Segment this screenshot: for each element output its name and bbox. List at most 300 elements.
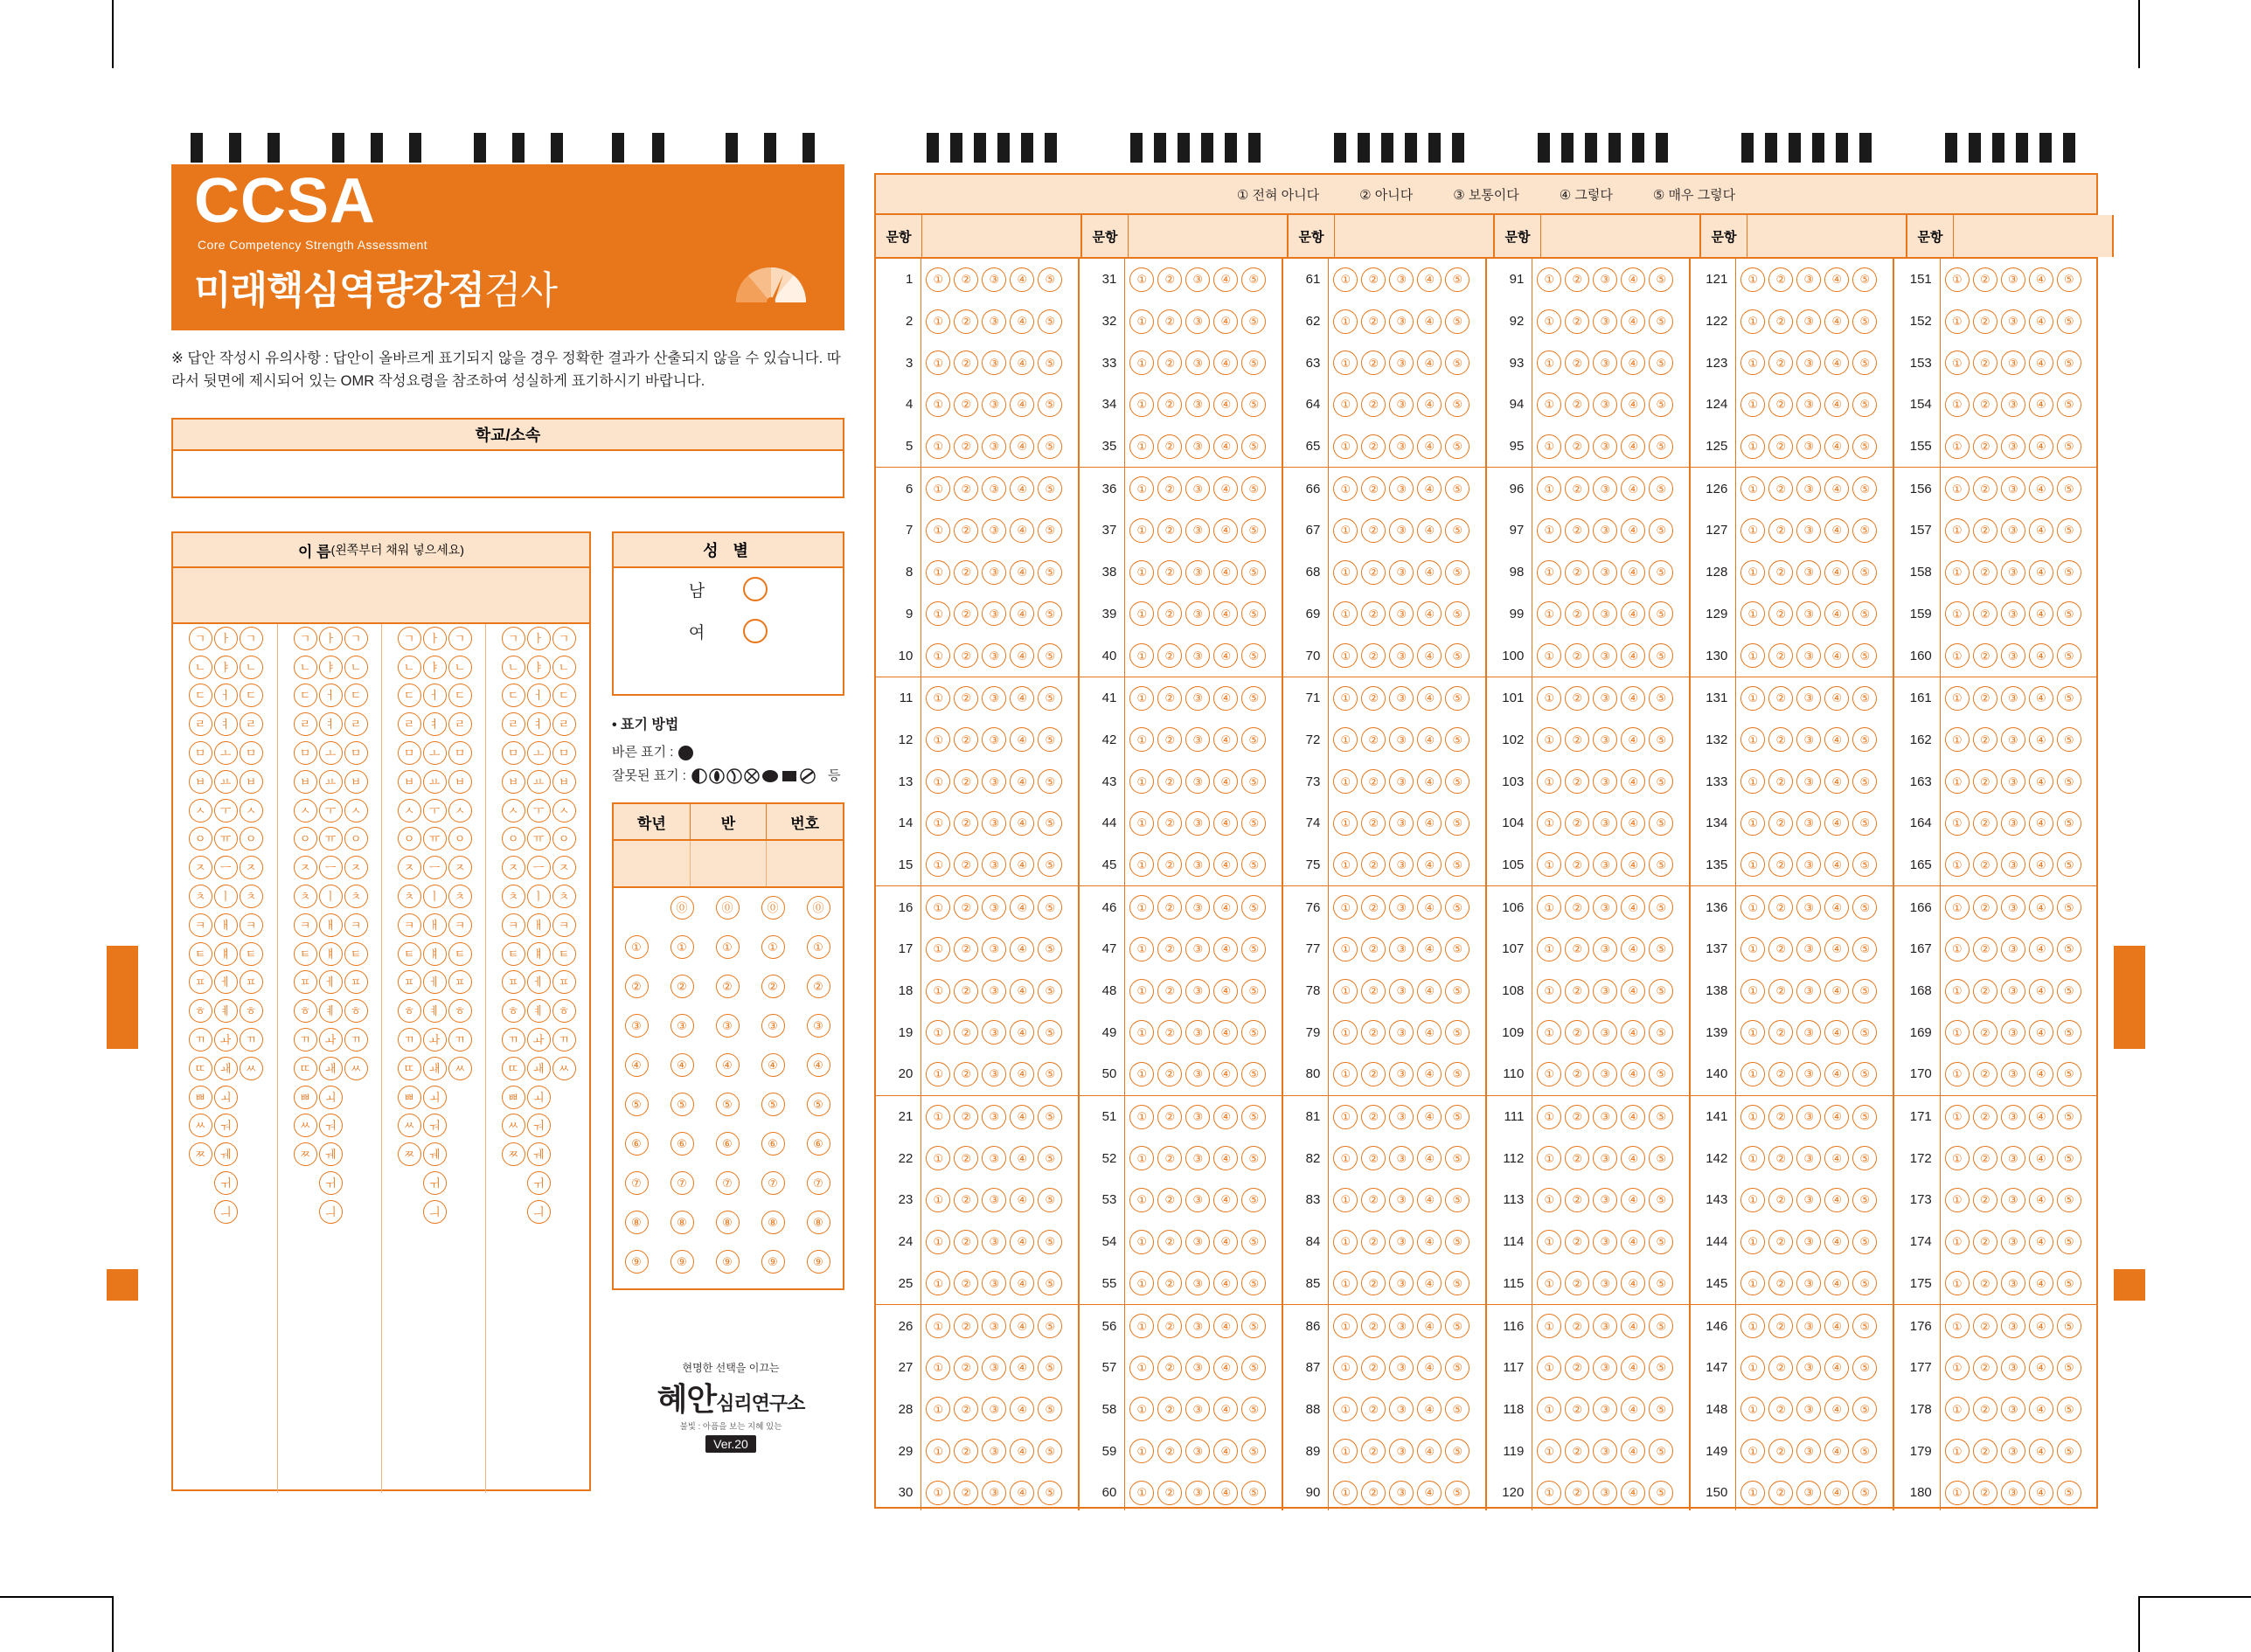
answer-bubble-2[interactable]: ②: [1768, 392, 1793, 417]
answer-bubble-1[interactable]: ①: [926, 1062, 950, 1086]
answer-bubble-5[interactable]: ⑤: [1241, 686, 1266, 711]
answer-bubble-4[interactable]: ④: [2029, 1314, 2053, 1338]
name-bubble-initial[interactable]: ㄸ: [502, 1057, 525, 1080]
answer-row[interactable]: [1941, 301, 2098, 343]
answer-bubble-4[interactable]: ④: [1417, 1271, 1442, 1295]
grade-input[interactable]: [614, 841, 690, 886]
answer-bubble-5[interactable]: ⑤: [1445, 1481, 1469, 1505]
answer-bubble-4[interactable]: ④: [1824, 895, 1849, 920]
name-bubble-vowel[interactable]: ㅕ: [319, 712, 343, 736]
answer-bubble-5[interactable]: ⑤: [1852, 392, 1877, 417]
answer-bubble-1[interactable]: ①: [1129, 811, 1154, 836]
answer-bubble-2[interactable]: ②: [1565, 811, 1589, 836]
answer-bubble-4[interactable]: ④: [1213, 1188, 1238, 1212]
answer-row[interactable]: [1329, 593, 1485, 635]
name-bubble-vowel[interactable]: ㅙ: [319, 1057, 343, 1080]
class-ones-bubble[interactable]: ①: [716, 935, 740, 959]
answer-bubble-5[interactable]: ⑤: [1038, 727, 1062, 752]
answer-bubble-2[interactable]: ②: [954, 1188, 978, 1212]
answer-bubble-2[interactable]: ②: [1768, 1146, 1793, 1170]
answer-bubble-5[interactable]: ⑤: [1445, 518, 1469, 543]
answer-bubble-4[interactable]: ④: [1417, 727, 1442, 752]
answer-row[interactable]: [921, 301, 1078, 343]
answer-bubble-1[interactable]: ①: [1740, 1356, 1765, 1380]
answer-row[interactable]: [1125, 802, 1282, 844]
answer-bubble-4[interactable]: ④: [1621, 309, 1645, 334]
answer-row[interactable]: [1125, 1389, 1282, 1431]
answer-row[interactable]: [921, 886, 1078, 928]
answer-bubble-5[interactable]: ⑤: [2057, 1271, 2081, 1295]
answer-bubble-4[interactable]: ④: [1417, 811, 1442, 836]
answer-bubble-2[interactable]: ②: [1973, 769, 1997, 794]
answer-bubble-4[interactable]: ④: [1824, 476, 1849, 501]
answer-row[interactable]: [1941, 384, 2098, 426]
answer-bubble-2[interactable]: ②: [1768, 1356, 1793, 1380]
name-bubble-vowel[interactable]: ㅜ: [319, 799, 343, 823]
answer-row[interactable]: [1736, 677, 1893, 719]
name-bubble-vowel[interactable]: ㅐ: [423, 913, 447, 937]
name-bubble-initial[interactable]: ㅅ: [189, 799, 212, 823]
answer-bubble-4[interactable]: ④: [2029, 1481, 2053, 1505]
name-bubble-vowel[interactable]: ㅢ: [319, 1200, 343, 1224]
name-bubble-initial[interactable]: ㅎ: [189, 999, 212, 1023]
answer-bubble-1[interactable]: ①: [1537, 1397, 1561, 1421]
answer-bubble-3[interactable]: ③: [1593, 937, 1617, 961]
answer-bubble-4[interactable]: ④: [1824, 267, 1849, 292]
name-bubble-vowel[interactable]: ㅓ: [423, 684, 447, 707]
name-bubble-vowel[interactable]: ㅡ: [214, 856, 238, 879]
answer-bubble-5[interactable]: ⑤: [1852, 476, 1877, 501]
answer-bubble-5[interactable]: ⑤: [2057, 1397, 2081, 1421]
answer-bubble-1[interactable]: ①: [1537, 1146, 1561, 1170]
answer-bubble-1[interactable]: ①: [1740, 727, 1765, 752]
name-bubble-final[interactable]: ㄹ: [344, 712, 368, 736]
answer-bubble-5[interactable]: ⑤: [1852, 1105, 1877, 1129]
answer-bubble-5[interactable]: ⑤: [1649, 1188, 1673, 1212]
name-bubble-initial[interactable]: ㅃ: [502, 1086, 525, 1109]
name-bubble-initial[interactable]: ㅋ: [398, 913, 421, 937]
answer-bubble-2[interactable]: ②: [1768, 686, 1793, 711]
name-bubble-initial[interactable]: ㄷ: [398, 684, 421, 707]
answer-bubble-5[interactable]: ⑤: [1649, 1271, 1673, 1295]
class-ones-bubble[interactable]: ⑧: [716, 1211, 740, 1234]
answer-bubble-3[interactable]: ③: [982, 1146, 1006, 1170]
name-bubble-vowel[interactable]: ㅢ: [214, 1200, 238, 1224]
answer-bubble-5[interactable]: ⑤: [1038, 1271, 1062, 1295]
answer-bubble-1[interactable]: ①: [1129, 560, 1154, 585]
answer-bubble-1[interactable]: ①: [1537, 1481, 1561, 1505]
answer-bubble-5[interactable]: ⑤: [1445, 1271, 1469, 1295]
name-bubble-final[interactable]: ㅈ: [240, 856, 263, 879]
answer-bubble-3[interactable]: ③: [1185, 852, 1210, 877]
name-bubble-vowel[interactable]: ㅞ: [319, 1142, 343, 1166]
answer-bubble-4[interactable]: ④: [1621, 518, 1645, 543]
answer-bubble-5[interactable]: ⑤: [1241, 309, 1266, 334]
answer-bubble-2[interactable]: ②: [954, 392, 978, 417]
answer-row[interactable]: [1125, 677, 1282, 719]
answer-bubble-5[interactable]: ⑤: [1038, 1439, 1062, 1463]
answer-bubble-3[interactable]: ③: [2001, 1230, 2025, 1254]
answer-bubble-1[interactable]: ①: [1537, 309, 1561, 334]
name-bubble-final[interactable]: ㅍ: [240, 970, 263, 994]
answer-bubble-1[interactable]: ①: [1740, 560, 1765, 585]
answer-bubble-4[interactable]: ④: [1213, 1439, 1238, 1463]
answer-bubble-2[interactable]: ②: [1361, 852, 1386, 877]
name-bubble-vowel[interactable]: ㅙ: [423, 1057, 447, 1080]
answer-bubble-2[interactable]: ②: [1768, 769, 1793, 794]
answer-bubble-2[interactable]: ②: [1768, 351, 1793, 375]
answer-bubble-3[interactable]: ③: [982, 1188, 1006, 1212]
name-bubble-vowel[interactable]: ㅜ: [527, 799, 551, 823]
name-bubble-vowel[interactable]: ㅠ: [319, 827, 343, 850]
name-bubble-final[interactable]: ㄹ: [448, 712, 472, 736]
answer-bubble-2[interactable]: ②: [954, 1230, 978, 1254]
answer-bubble-4[interactable]: ④: [1010, 1230, 1034, 1254]
answer-bubble-4[interactable]: ④: [1010, 1188, 1034, 1212]
answer-row[interactable]: [1125, 886, 1282, 928]
name-bubble-initial[interactable]: ㄷ: [294, 684, 317, 707]
answer-bubble-4[interactable]: ④: [1010, 895, 1034, 920]
class-tens-bubble[interactable]: ⑦: [670, 1171, 694, 1195]
answer-bubble-2[interactable]: ②: [1973, 1314, 1997, 1338]
answer-bubble-5[interactable]: ⑤: [1649, 1230, 1673, 1254]
answer-bubble-4[interactable]: ④: [1213, 979, 1238, 1003]
answer-bubble-4[interactable]: ④: [1824, 1271, 1849, 1295]
answer-bubble-2[interactable]: ②: [1565, 1188, 1589, 1212]
answer-bubble-4[interactable]: ④: [1621, 1397, 1645, 1421]
answer-bubble-4[interactable]: ④: [1621, 1062, 1645, 1086]
name-bubble-vowel[interactable]: ㅣ: [527, 885, 551, 908]
answer-row[interactable]: [921, 928, 1078, 970]
answer-bubble-2[interactable]: ②: [1157, 1188, 1182, 1212]
answer-bubble-2[interactable]: ②: [1565, 1397, 1589, 1421]
answer-bubble-1[interactable]: ①: [1740, 1397, 1765, 1421]
name-bubble-final[interactable]: ㅈ: [344, 856, 368, 879]
answer-bubble-3[interactable]: ③: [1593, 601, 1617, 626]
answer-bubble-2[interactable]: ②: [954, 895, 978, 920]
name-bubble-vowel[interactable]: ㅗ: [319, 741, 343, 765]
name-bubble-vowel[interactable]: ㅓ: [214, 684, 238, 707]
name-bubble-initial[interactable]: ㄹ: [294, 712, 317, 736]
grade-bubble[interactable]: ⑤: [625, 1093, 649, 1116]
answer-bubble-5[interactable]: ⑤: [1038, 518, 1062, 543]
name-bubble-vowel[interactable]: ㅞ: [214, 1142, 238, 1166]
answer-bubble-5[interactable]: ⑤: [1445, 1314, 1469, 1338]
answer-bubble-4[interactable]: ④: [1213, 1314, 1238, 1338]
answer-bubble-2[interactable]: ②: [1565, 643, 1589, 668]
answer-bubble-3[interactable]: ③: [982, 686, 1006, 711]
answer-row[interactable]: [1736, 510, 1893, 552]
answer-bubble-1[interactable]: ①: [1333, 1356, 1358, 1380]
answer-bubble-2[interactable]: ②: [1157, 309, 1182, 334]
answer-bubble-2[interactable]: ②: [1973, 476, 1997, 501]
answer-bubble-5[interactable]: ⑤: [1445, 937, 1469, 961]
answer-bubble-3[interactable]: ③: [982, 811, 1006, 836]
answer-row[interactable]: [921, 760, 1078, 802]
answer-bubble-3[interactable]: ③: [2001, 1314, 2025, 1338]
answer-bubble-1[interactable]: ①: [1945, 1020, 1970, 1045]
answer-row[interactable]: [1125, 970, 1282, 1012]
answer-bubble-4[interactable]: ④: [1213, 476, 1238, 501]
answer-bubble-2[interactable]: ②: [1361, 1314, 1386, 1338]
answer-bubble-2[interactable]: ②: [1361, 267, 1386, 292]
answer-bubble-3[interactable]: ③: [2001, 895, 2025, 920]
answer-bubble-2[interactable]: ②: [1157, 1020, 1182, 1045]
answer-bubble-4[interactable]: ④: [1621, 979, 1645, 1003]
name-bubble-initial[interactable]: ㅂ: [189, 770, 212, 794]
answer-bubble-3[interactable]: ③: [1185, 686, 1210, 711]
answer-bubble-5[interactable]: ⑤: [1038, 1397, 1062, 1421]
answer-bubble-1[interactable]: ①: [1740, 1105, 1765, 1129]
answer-bubble-4[interactable]: ④: [1010, 1314, 1034, 1338]
answer-bubble-4[interactable]: ④: [2029, 309, 2053, 334]
name-bubble-vowel[interactable]: ㅚ: [527, 1086, 551, 1109]
answer-bubble-4[interactable]: ④: [2029, 643, 2053, 668]
answer-bubble-5[interactable]: ⑤: [1852, 895, 1877, 920]
answer-bubble-2[interactable]: ②: [1973, 1188, 1997, 1212]
answer-bubble-4[interactable]: ④: [1621, 601, 1645, 626]
answer-bubble-3[interactable]: ③: [1185, 518, 1210, 543]
answer-bubble-4[interactable]: ④: [1417, 1481, 1442, 1505]
answer-row[interactable]: [1736, 384, 1893, 426]
answer-row[interactable]: [1329, 844, 1485, 887]
answer-row[interactable]: [921, 1430, 1078, 1472]
name-bubble-initial[interactable]: ㄷ: [502, 684, 525, 707]
answer-bubble-3[interactable]: ③: [982, 392, 1006, 417]
answer-bubble-4[interactable]: ④: [1824, 852, 1849, 877]
answer-bubble-5[interactable]: ⑤: [1241, 852, 1266, 877]
answer-bubble-4[interactable]: ④: [1824, 1230, 1849, 1254]
number-tens-bubble[interactable]: ②: [761, 975, 785, 998]
answer-row[interactable]: [1941, 552, 2098, 593]
answer-bubble-5[interactable]: ⑤: [2057, 937, 2081, 961]
answer-bubble-5[interactable]: ⑤: [1038, 937, 1062, 961]
answer-bubble-3[interactable]: ③: [1185, 937, 1210, 961]
answer-row[interactable]: [1125, 552, 1282, 593]
name-bubble-initial[interactable]: ㅈ: [189, 856, 212, 879]
answer-bubble-4[interactable]: ④: [1010, 1397, 1034, 1421]
answer-bubble-2[interactable]: ②: [1157, 518, 1182, 543]
name-bubble-vowel[interactable]: ㅣ: [214, 885, 238, 908]
answer-row[interactable]: [921, 1137, 1078, 1179]
answer-row[interactable]: [921, 635, 1078, 677]
answer-bubble-2[interactable]: ②: [954, 1020, 978, 1045]
name-bubble-initial[interactable]: ㅂ: [294, 770, 317, 794]
answer-bubble-3[interactable]: ③: [1796, 267, 1821, 292]
name-bubble-vowel[interactable]: ㅒ: [423, 942, 447, 966]
answer-bubble-2[interactable]: ②: [1768, 811, 1793, 836]
answer-bubble-5[interactable]: ⑤: [1649, 769, 1673, 794]
answer-bubble-5[interactable]: ⑤: [1241, 1439, 1266, 1463]
answer-bubble-1[interactable]: ①: [1537, 1356, 1561, 1380]
answer-row[interactable]: [1125, 1305, 1282, 1347]
answer-bubble-2[interactable]: ②: [1157, 392, 1182, 417]
answer-bubble-2[interactable]: ②: [1565, 895, 1589, 920]
answer-bubble-5[interactable]: ⑤: [1445, 1105, 1469, 1129]
answer-bubble-4[interactable]: ④: [2029, 1439, 2053, 1463]
answer-row[interactable]: [1125, 1137, 1282, 1179]
answer-bubble-1[interactable]: ①: [1333, 643, 1358, 668]
answer-row[interactable]: [1941, 1263, 2098, 1306]
answer-bubble-5[interactable]: ⑤: [2057, 1020, 2081, 1045]
answer-row[interactable]: [1532, 1137, 1689, 1179]
answer-bubble-3[interactable]: ③: [1796, 811, 1821, 836]
answer-bubble-3[interactable]: ③: [2001, 309, 2025, 334]
number-tens-bubble[interactable]: ⑤: [761, 1093, 785, 1116]
answer-bubble-2[interactable]: ②: [1361, 351, 1386, 375]
answer-bubble-5[interactable]: ⑤: [1445, 727, 1469, 752]
answer-bubble-2[interactable]: ②: [1768, 937, 1793, 961]
answer-bubble-3[interactable]: ③: [1185, 1062, 1210, 1086]
answer-bubble-2[interactable]: ②: [954, 601, 978, 626]
answer-bubble-5[interactable]: ⑤: [1852, 351, 1877, 375]
number-ones-bubble[interactable]: ④: [807, 1053, 830, 1077]
answer-row[interactable]: [1941, 928, 2098, 970]
answer-bubble-3[interactable]: ③: [1389, 1230, 1414, 1254]
answer-bubble-2[interactable]: ②: [1157, 769, 1182, 794]
answer-bubble-1[interactable]: ①: [1945, 1439, 1970, 1463]
answer-bubble-5[interactable]: ⑤: [2057, 1230, 2081, 1254]
answer-bubble-5[interactable]: ⑤: [1445, 852, 1469, 877]
answer-bubble-1[interactable]: ①: [1333, 434, 1358, 459]
answer-bubble-2[interactable]: ②: [1973, 560, 1997, 585]
answer-row[interactable]: [921, 1472, 1078, 1514]
answer-row[interactable]: [1736, 635, 1893, 677]
answer-bubble-5[interactable]: ⑤: [1649, 1356, 1673, 1380]
answer-bubble-4[interactable]: ④: [2029, 1105, 2053, 1129]
answer-bubble-1[interactable]: ①: [1945, 769, 1970, 794]
answer-bubble-1[interactable]: ①: [926, 727, 950, 752]
answer-bubble-5[interactable]: ⑤: [1852, 1062, 1877, 1086]
answer-bubble-2[interactable]: ②: [1361, 392, 1386, 417]
answer-bubble-5[interactable]: ⑤: [1649, 392, 1673, 417]
answer-bubble-4[interactable]: ④: [2029, 1062, 2053, 1086]
answer-bubble-2[interactable]: ②: [1768, 1314, 1793, 1338]
answer-bubble-2[interactable]: ②: [1361, 643, 1386, 668]
answer-bubble-3[interactable]: ③: [1796, 560, 1821, 585]
answer-bubble-5[interactable]: ⑤: [1852, 1439, 1877, 1463]
answer-bubble-3[interactable]: ③: [982, 852, 1006, 877]
answer-bubble-5[interactable]: ⑤: [1445, 769, 1469, 794]
answer-bubble-5[interactable]: ⑤: [1445, 560, 1469, 585]
answer-bubble-1[interactable]: ①: [1333, 267, 1358, 292]
answer-bubble-1[interactable]: ①: [1129, 1271, 1154, 1295]
answer-row[interactable]: [1941, 677, 2098, 719]
answer-bubble-3[interactable]: ③: [1389, 1439, 1414, 1463]
name-bubble-final[interactable]: ㅂ: [344, 770, 368, 794]
answer-bubble-3[interactable]: ③: [1389, 1105, 1414, 1129]
answer-bubble-2[interactable]: ②: [1565, 727, 1589, 752]
answer-bubble-1[interactable]: ①: [1333, 686, 1358, 711]
answer-row[interactable]: [1532, 928, 1689, 970]
answer-row[interactable]: [921, 1263, 1078, 1306]
answer-bubble-2[interactable]: ②: [1565, 309, 1589, 334]
answer-bubble-2[interactable]: ②: [1768, 1188, 1793, 1212]
name-bubble-initial[interactable]: ㅆ: [294, 1114, 317, 1137]
answer-row[interactable]: [1125, 1053, 1282, 1096]
answer-bubble-4[interactable]: ④: [1621, 1439, 1645, 1463]
answer-bubble-2[interactable]: ②: [1768, 1020, 1793, 1045]
answer-row[interactable]: [1125, 342, 1282, 384]
answer-bubble-2[interactable]: ②: [1157, 937, 1182, 961]
answer-bubble-4[interactable]: ④: [2029, 601, 2053, 626]
answer-bubble-4[interactable]: ④: [1621, 686, 1645, 711]
answer-bubble-3[interactable]: ③: [1796, 476, 1821, 501]
answer-bubble-5[interactable]: ⑤: [1038, 560, 1062, 585]
answer-bubble-5[interactable]: ⑤: [1445, 392, 1469, 417]
answer-bubble-4[interactable]: ④: [1621, 1020, 1645, 1045]
answer-bubble-2[interactable]: ②: [1361, 1481, 1386, 1505]
class-ones-bubble[interactable]: ⓪: [716, 896, 740, 920]
answer-bubble-2[interactable]: ②: [1565, 1356, 1589, 1380]
name-bubble-vowel[interactable]: ㅙ: [214, 1057, 238, 1080]
answer-bubble-3[interactable]: ③: [1593, 1314, 1617, 1338]
answer-bubble-1[interactable]: ①: [1945, 979, 1970, 1003]
answer-bubble-2[interactable]: ②: [1157, 852, 1182, 877]
answer-bubble-1[interactable]: ①: [926, 895, 950, 920]
answer-bubble-5[interactable]: ⑤: [1241, 895, 1266, 920]
answer-row[interactable]: [1736, 1305, 1893, 1347]
answer-bubble-1[interactable]: ①: [1740, 1314, 1765, 1338]
number-ones-bubble[interactable]: ③: [807, 1014, 830, 1038]
answer-bubble-5[interactable]: ⑤: [1241, 601, 1266, 626]
name-bubble-vowel[interactable]: ㅞ: [423, 1142, 447, 1166]
answer-bubble-2[interactable]: ②: [1973, 392, 1997, 417]
answer-bubble-2[interactable]: ②: [1361, 1397, 1386, 1421]
answer-bubble-3[interactable]: ③: [1796, 1356, 1821, 1380]
answer-bubble-5[interactable]: ⑤: [2057, 601, 2081, 626]
answer-bubble-2[interactable]: ②: [1565, 1105, 1589, 1129]
answer-row[interactable]: [1125, 593, 1282, 635]
answer-bubble-1[interactable]: ①: [1945, 1481, 1970, 1505]
answer-bubble-5[interactable]: ⑤: [2057, 1105, 2081, 1129]
answer-bubble-3[interactable]: ③: [1796, 1020, 1821, 1045]
answer-row[interactable]: [1941, 1096, 2098, 1138]
answer-bubble-4[interactable]: ④: [1010, 1439, 1034, 1463]
answer-row[interactable]: [1941, 1011, 2098, 1053]
answer-bubble-2[interactable]: ②: [954, 811, 978, 836]
number-ones-bubble[interactable]: ⑤: [807, 1093, 830, 1116]
answer-bubble-5[interactable]: ⑤: [1852, 434, 1877, 459]
answer-bubble-3[interactable]: ③: [1389, 727, 1414, 752]
answer-bubble-1[interactable]: ①: [1537, 769, 1561, 794]
answer-bubble-1[interactable]: ①: [1333, 476, 1358, 501]
name-bubble-vowel[interactable]: ㅚ: [214, 1086, 238, 1109]
name-bubble-final[interactable]: ㄱ: [344, 627, 368, 650]
answer-row[interactable]: [1329, 719, 1485, 761]
answer-row[interactable]: [1532, 802, 1689, 844]
answer-bubble-2[interactable]: ②: [1157, 476, 1182, 501]
name-bubble-final[interactable]: ㄷ: [552, 684, 576, 707]
answer-bubble-1[interactable]: ①: [1945, 518, 1970, 543]
answer-bubble-4[interactable]: ④: [1010, 979, 1034, 1003]
answer-bubble-3[interactable]: ③: [1389, 979, 1414, 1003]
answer-bubble-1[interactable]: ①: [926, 392, 950, 417]
answer-bubble-1[interactable]: ①: [1740, 979, 1765, 1003]
answer-row[interactable]: [1532, 1305, 1689, 1347]
answer-bubble-5[interactable]: ⑤: [1649, 727, 1673, 752]
answer-bubble-2[interactable]: ②: [1157, 727, 1182, 752]
answer-bubble-5[interactable]: ⑤: [1241, 1271, 1266, 1295]
answer-bubble-1[interactable]: ①: [1333, 601, 1358, 626]
answer-bubble-3[interactable]: ③: [1593, 1397, 1617, 1421]
answer-bubble-2[interactable]: ②: [1768, 1105, 1793, 1129]
answer-bubble-1[interactable]: ①: [1129, 727, 1154, 752]
answer-row[interactable]: [1941, 970, 2098, 1012]
name-bubble-vowel[interactable]: ㅟ: [423, 1171, 447, 1195]
answer-bubble-1[interactable]: ①: [1945, 1271, 1970, 1295]
answer-bubble-1[interactable]: ①: [1333, 1062, 1358, 1086]
